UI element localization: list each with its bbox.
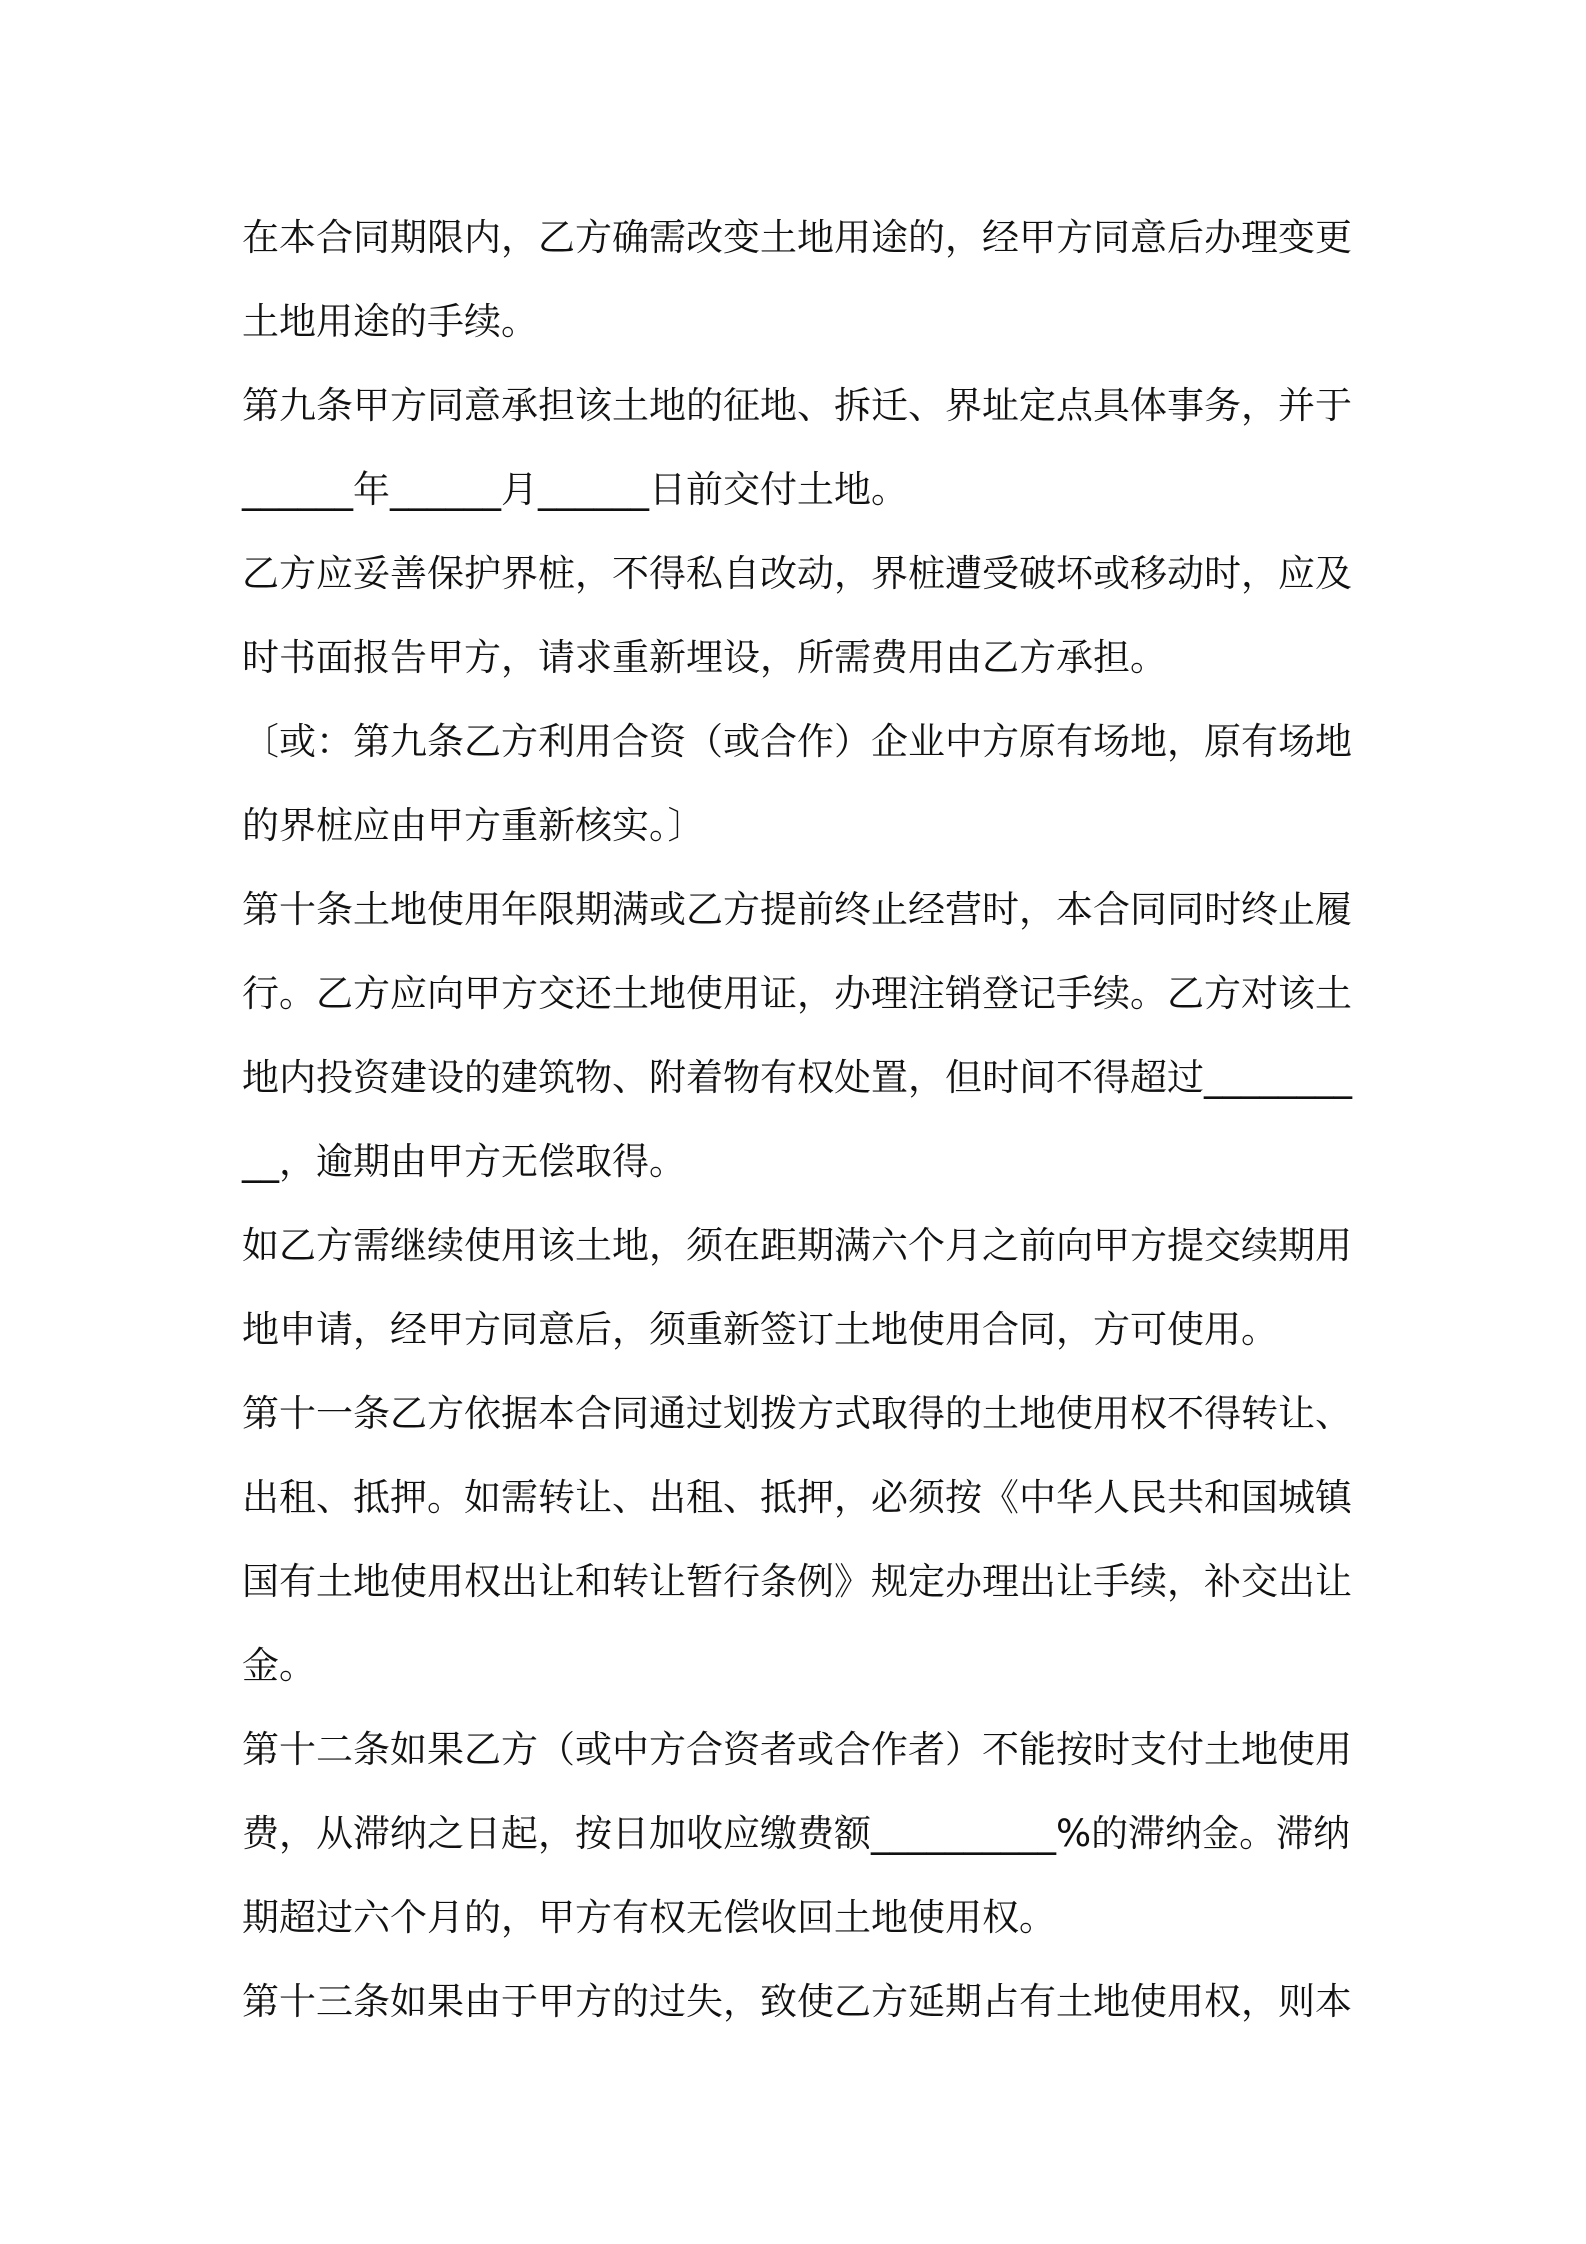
paragraph-line: 第十一条乙方依据本合同通过划拨方式取得的土地使用权不得转让、 [242,1392,1352,1435]
paragraph-line: 〔或：第九条乙方利用合资（或合作）企业中方原有场地，原有场地 [242,720,1352,763]
paragraph-line: 在本合同期限内，乙方确需改变土地用途的，经甲方同意后办理变更 [242,216,1352,259]
paragraph-line: 土地用途的手续。 [242,300,538,343]
paragraph-line: 国有土地使用权出让和转让暂行条例》规定办理出让手续，补交出让 [242,1560,1352,1603]
paragraph-line: 行。乙方应向甲方交还土地使用证，办理注销登记手续。乙方对该土 [242,972,1352,1015]
paragraph-line: 金。 [242,1644,316,1687]
paragraph-line: 第十条土地使用年限期满或乙方提前终止经营时，本合同同时终止履 [242,888,1352,931]
paragraph-line: 的界桩应由甲方重新核实。〕 [242,804,705,847]
contract-text-body [242,196,1360,2044]
paragraph-line: 时书面报告甲方，请求重新埋设，所需费用由乙方承担。 [242,636,1167,679]
paragraph-line: 第九条甲方同意承担该土地的征地、拆迁、界址定点具体事务，并于 [242,384,1352,427]
paragraph-line: __，逾期由甲方无偿取得。 [242,1140,686,1183]
paragraph-line: ______年______月______日前交付土地。 [242,468,908,511]
paragraph-line: 费，从滞纳之日起，按日加收应缴费额__________%的滞纳金。滞纳 [242,1812,1351,1855]
paragraph-line: 地内投资建设的建筑物、附着物有权处置，但时间不得超过________ [242,1056,1352,1099]
paragraph-line: 乙方应妥善保护界桩，不得私自改动，界桩遭受破坏或移动时，应及 [242,552,1352,595]
paragraph-line: 出租、抵押。如需转让、出租、抵押，必须按《中华人民共和国城镇 [242,1476,1352,1519]
paragraph-line: 地申请，经甲方同意后，须重新签订土地使用合同，方可使用。 [242,1308,1278,1351]
paragraph-line: 如乙方需继续使用该土地，须在距期满六个月之前向甲方提交续期用 [242,1224,1352,1267]
paragraph-line: 第十三条如果由于甲方的过失，致使乙方延期占有土地使用权，则本 [242,1980,1352,2023]
paragraph-line: 期超过六个月的，甲方有权无偿收回土地使用权。 [242,1896,1056,1939]
paragraph-line: 第十二条如果乙方（或中方合资者或合作者）不能按时支付土地使用 [242,1728,1352,1771]
